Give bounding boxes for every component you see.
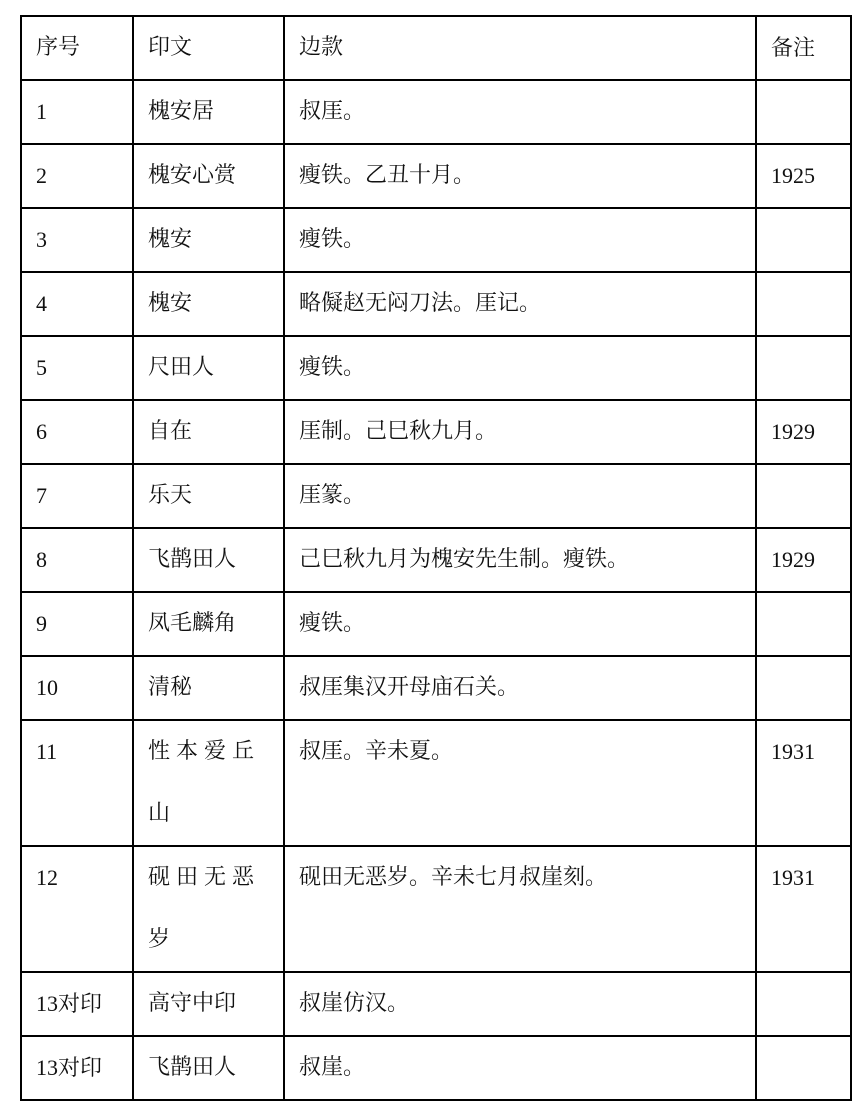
cell-no: 1 xyxy=(21,80,133,144)
cell-no: 6 xyxy=(21,400,133,464)
cell-no: 11 xyxy=(21,720,133,846)
table-row xyxy=(21,464,851,528)
cell-side-inscription: 厓篆。 xyxy=(284,464,756,528)
cell-seal-text: 清秘 xyxy=(133,656,284,720)
cell-seal-text: 凤毛麟角 xyxy=(133,592,284,656)
cell-remark xyxy=(756,972,851,1036)
cell-side-inscription: 叔厓。辛未夏。 xyxy=(284,720,756,846)
table-row xyxy=(21,208,851,272)
cell-remark xyxy=(756,208,851,272)
table-row xyxy=(21,336,851,400)
cell-seal-text: 槐安心赏 xyxy=(133,144,284,208)
cell-no: 7 xyxy=(21,464,133,528)
header-no: 序号 xyxy=(21,16,133,80)
cell-seal-text: 乐天 xyxy=(133,464,284,528)
table-row xyxy=(21,720,851,846)
table-row xyxy=(21,972,851,1036)
cell-seal-text: 自在 xyxy=(133,400,284,464)
cell-seal-text: 性本爱丘山 xyxy=(133,720,284,846)
table-row xyxy=(21,656,851,720)
cell-side-inscription: 瘦铁。 xyxy=(284,208,756,272)
cell-side-inscription: 叔厓集汉开母庙石关。 xyxy=(284,656,756,720)
cell-no: 4 xyxy=(21,272,133,336)
cell-remark: 1931 xyxy=(756,720,851,846)
cell-remark xyxy=(756,592,851,656)
cell-side-inscription: 叔崖。 xyxy=(284,1036,756,1100)
table-row xyxy=(21,592,851,656)
cell-remark xyxy=(756,656,851,720)
cell-side-inscription: 叔崖仿汉。 xyxy=(284,972,756,1036)
cell-side-inscription: 瘦铁。乙丑十月。 xyxy=(284,144,756,208)
header-side-inscription: 边款 xyxy=(284,16,756,80)
cell-no: 10 xyxy=(21,656,133,720)
cell-seal-text: 飞鹊田人 xyxy=(133,528,284,592)
cell-seal-text: 高守中印 xyxy=(133,972,284,1036)
cell-seal-text: 尺田人 xyxy=(133,336,284,400)
seal-catalog-table xyxy=(20,15,852,1101)
table-row xyxy=(21,400,851,464)
table-row xyxy=(21,80,851,144)
cell-remark: 1925 xyxy=(756,144,851,208)
cell-seal-text: 槐安 xyxy=(133,272,284,336)
cell-no: 8 xyxy=(21,528,133,592)
cell-seal-text: 砚田无恶岁 xyxy=(133,846,284,972)
table-row xyxy=(21,144,851,208)
cell-side-inscription: 瘦铁。 xyxy=(284,592,756,656)
cell-side-inscription: 砚田无恶岁。辛未七月叔崖刻。 xyxy=(284,846,756,972)
header-remark: 备注 xyxy=(756,16,851,80)
cell-remark: 1929 xyxy=(756,528,851,592)
table-row xyxy=(21,1036,851,1100)
cell-seal-text: 飞鹊田人 xyxy=(133,1036,284,1100)
cell-remark: 1931 xyxy=(756,846,851,972)
cell-seal-text: 槐安 xyxy=(133,208,284,272)
cell-remark xyxy=(756,80,851,144)
cell-side-inscription: 厓制。己巳秋九月。 xyxy=(284,400,756,464)
table-row xyxy=(21,272,851,336)
cell-side-inscription: 瘦铁。 xyxy=(284,336,756,400)
table-row xyxy=(21,528,851,592)
cell-no: 13对印 xyxy=(21,1036,133,1100)
header-seal-text: 印文 xyxy=(133,16,284,80)
table-row xyxy=(21,846,851,972)
cell-remark xyxy=(756,336,851,400)
cell-remark xyxy=(756,272,851,336)
cell-remark xyxy=(756,1036,851,1100)
table-header-row xyxy=(21,16,851,80)
cell-seal-text: 槐安居 xyxy=(133,80,284,144)
cell-no: 13对印 xyxy=(21,972,133,1036)
cell-no: 3 xyxy=(21,208,133,272)
cell-no: 9 xyxy=(21,592,133,656)
cell-remark xyxy=(756,464,851,528)
cell-no: 5 xyxy=(21,336,133,400)
cell-no: 2 xyxy=(21,144,133,208)
cell-no: 12 xyxy=(21,846,133,972)
cell-side-inscription: 略儗赵无闷刀法。厓记。 xyxy=(284,272,756,336)
cell-side-inscription: 己巳秋九月为槐安先生制。瘦铁。 xyxy=(284,528,756,592)
cell-side-inscription: 叔厓。 xyxy=(284,80,756,144)
cell-remark: 1929 xyxy=(756,400,851,464)
